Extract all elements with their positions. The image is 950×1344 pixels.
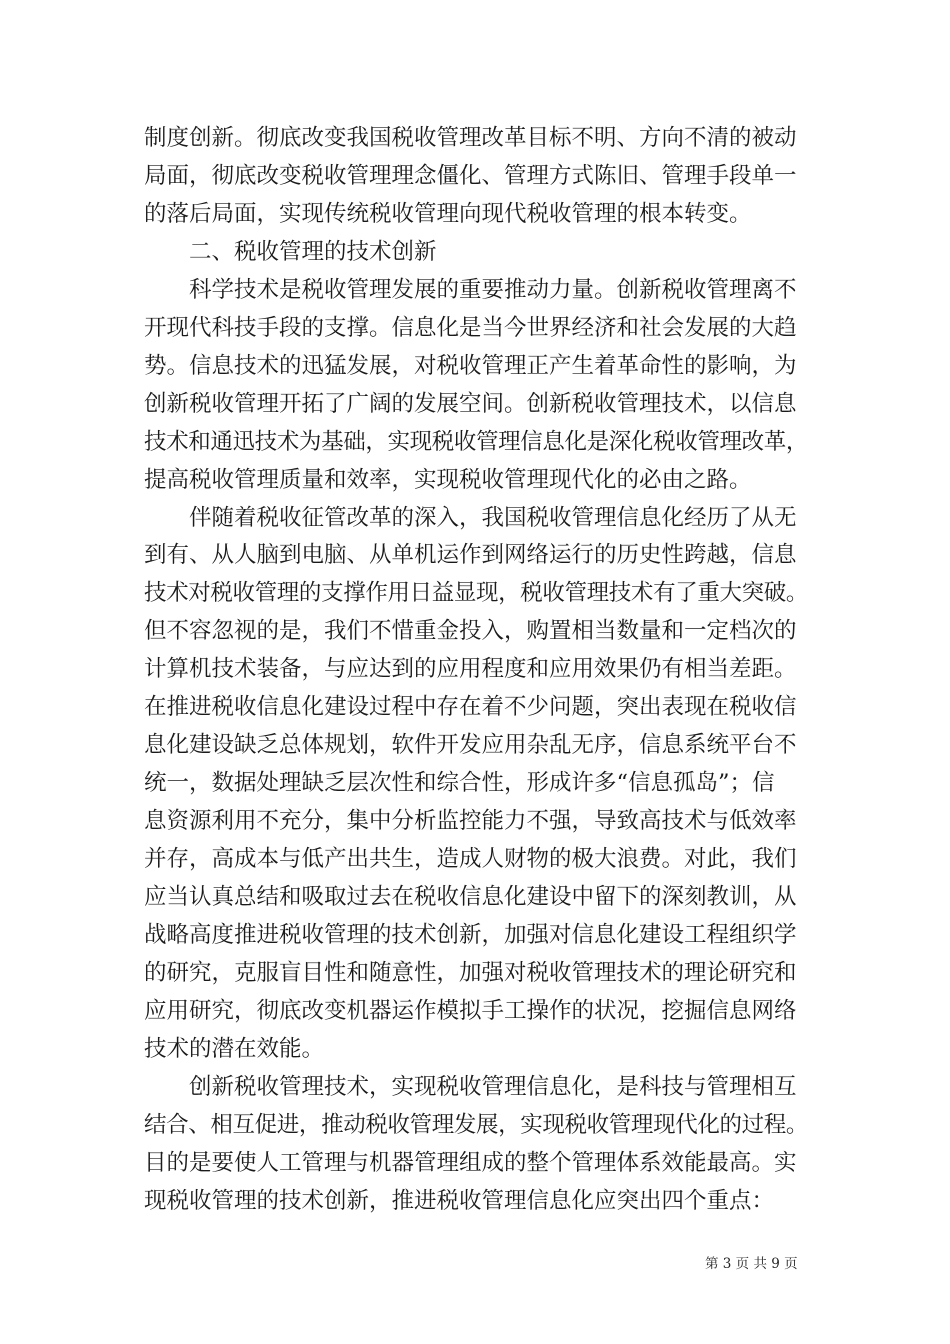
- text-line: 二、税收管理的技术创新: [144, 239, 437, 265]
- text-line: 战略高度推进税收管理的技术创新，加强对信息化建设工程组织学: [144, 922, 797, 948]
- page-number: 第 3 页 共 9 页: [705, 1256, 798, 1272]
- text-line: 息资源利用不充分，集中分析监控能力不强，导致高技术与低效率: [144, 808, 797, 834]
- text-line: 在推进税收信息化建设过程中存在着不少问题，突出表现在税收信: [144, 694, 797, 720]
- text-line: 现税收管理的技术创新，推进税收管理信息化应突出四个重点：: [144, 1188, 775, 1214]
- text-line: 统一，数据处理缺乏层次性和综合性，形成许多“信息孤岛”；信: [144, 770, 775, 796]
- text-line: 应当认真总结和吸取过去在税收信息化建设中留下的深刻教训，从: [144, 884, 797, 910]
- text-line: 并存，高成本与低产出共生，造成人财物的极大浪费。对此，我们: [144, 846, 797, 872]
- text-line: 势。信息技术的迅猛发展，对税收管理正产生着革命性的影响，为: [144, 353, 797, 379]
- text-line: 技术和通迅技术为基础，实现税收管理信息化是深化税收管理改革，: [144, 429, 809, 455]
- text-line: 到有、从人脑到电脑、从单机运作到网络运行的历史性跨越，信息: [144, 542, 797, 568]
- text-line: 的研究，克服盲目性和随意性，加强对税收管理技术的理论研究和: [144, 960, 797, 986]
- text-line: 科学技术是税收管理发展的重要推动力量。创新税收管理离不: [144, 277, 797, 303]
- text-line: 提高税收管理质量和效率，实现税收管理现代化的必由之路。: [144, 467, 752, 493]
- text-line: 局面，彻底改变税收管理理念僵化、管理方式陈旧、管理手段单一: [144, 163, 797, 189]
- text-line: 但不容忽视的是，我们不惜重金投入，购置相当数量和一定档次的: [144, 618, 797, 644]
- text-line: 创新税收管理技术，实现税收管理信息化，是科技与管理相互: [144, 1074, 797, 1100]
- text-line: 息化建设缺乏总体规划，软件开发应用杂乱无序，信息系统平台不: [144, 732, 797, 758]
- text-line: 的落后局面，实现传统税收管理向现代税收管理的根本转变。: [144, 201, 752, 227]
- text-line: 结合、相互促进，推动税收管理发展，实现税收管理现代化的过程。: [144, 1112, 809, 1138]
- text-line: 目的是要使人工管理与机器管理组成的整个管理体系效能最高。实: [144, 1150, 797, 1176]
- text-line: 伴随着税收征管改革的深入，我国税收管理信息化经历了从无: [144, 505, 797, 531]
- text-line: 制度创新。彻底改变我国税收管理改革目标不明、方向不清的被动: [144, 125, 797, 151]
- text-line: 创新税收管理开拓了广阔的发展空间。创新税收管理技术，以信息: [144, 391, 797, 417]
- text-line: 开现代科技手段的支撑。信息化是当今世界经济和社会发展的大趋: [144, 315, 797, 341]
- text-line: 应用研究，彻底改变机器运作模拟手工操作的状况，挖掘信息网络: [144, 998, 797, 1024]
- text-line: 技术对税收管理的支撑作用日益显现，税收管理技术有了重大突破。: [144, 580, 809, 606]
- text-line: 计算机技术装备，与应达到的应用程度和应用效果仍有相当差距。: [144, 656, 797, 682]
- text-line: 技术的潜在效能。: [144, 1036, 325, 1062]
